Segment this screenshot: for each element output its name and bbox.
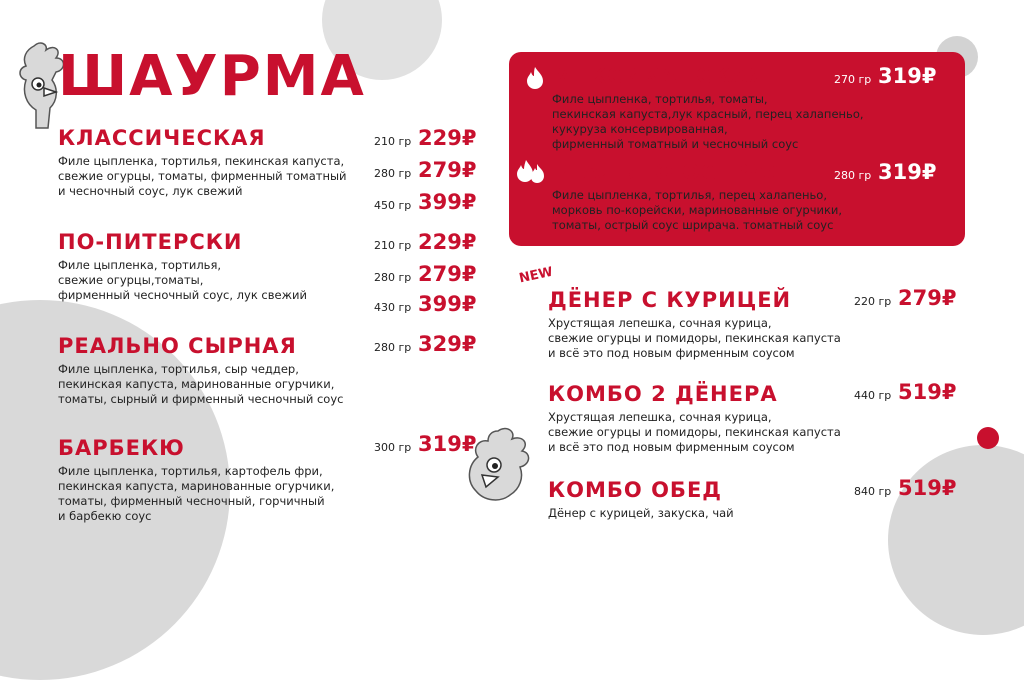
page-title: ШАУРМА (58, 44, 366, 109)
description-line: и барбекю соус (58, 509, 152, 523)
price: 519₽ (898, 476, 957, 500)
item-description (58, 258, 307, 303)
item-description (552, 92, 864, 152)
item-name: КОМБО ОБЕД (548, 478, 722, 502)
item-description (58, 154, 347, 199)
description-line: Филе цыпленка, тортилья, картофель фри, (58, 464, 323, 478)
price-row (834, 160, 936, 184)
weight: 450 гр (374, 199, 412, 212)
price: 319₽ (878, 160, 937, 184)
price: 399₽ (418, 190, 477, 214)
item-name: КЛАССИЧЕСКАЯ (58, 126, 266, 150)
price: 319₽ (418, 432, 477, 456)
item-description (548, 316, 841, 361)
price-row (374, 292, 476, 316)
decor-circle-bottom-right (888, 445, 1024, 635)
price: 279₽ (418, 158, 477, 182)
description-line: Хрустящая лепешка, сочная курица, (548, 316, 772, 330)
weight: 220 гр (854, 295, 892, 308)
item-name: ДЁНЕР С КУРИЦЕЙ (548, 288, 792, 312)
description-line: Филе цыпленка, тортилья, перец халапеньо, (552, 188, 827, 202)
weight: 440 гр (854, 389, 892, 402)
price: 519₽ (898, 380, 957, 404)
item-name: РЕАЛЬНО ОСТРАЯ (552, 160, 784, 184)
item-description (58, 464, 334, 524)
double-flame-icon (516, 158, 546, 184)
menu-item-combo-lunch (548, 478, 734, 521)
price-row (374, 262, 476, 286)
price-row (854, 380, 956, 404)
decor-red-dot (977, 427, 999, 449)
description-line: томаты, острый соус шрирача. томатный соус (552, 218, 834, 232)
price: 229₽ (418, 126, 477, 150)
description-line: томаты, сырный и фирменный чесночный соус (58, 392, 344, 406)
weight: 210 гр (374, 135, 412, 148)
description-line: кукуруза консервированная, (552, 122, 728, 136)
description-line: пекинская капуста,лук красный, перец халапеньо, (552, 107, 864, 121)
description-line: свежие огурцы и помидоры, пекинская капуста (548, 331, 841, 345)
item-description (552, 188, 842, 233)
weight: 280 гр (374, 341, 412, 354)
description-line: томаты, фирменный чесночный, горчичный (58, 494, 325, 508)
menu-item-bbq (58, 436, 334, 524)
item-description (548, 410, 841, 455)
description-line: пекинская капуста, маринованные огурчики, (58, 479, 335, 493)
weight: 840 гр (854, 485, 892, 498)
description-line: морковь по-корейски, маринованные огурчики, (552, 203, 843, 217)
price-row (374, 332, 476, 356)
weight: 270 гр (834, 73, 872, 86)
description-line: Филе цыпленка, тортилья, (58, 258, 222, 272)
description-line: фирменный чесночный соус, лук свежий (58, 288, 307, 302)
description-line: и всё это под новым фирменным соусом (548, 346, 795, 360)
price: 399₽ (418, 292, 477, 316)
description-line: свежие огурцы, томаты, фирменный томатный (58, 169, 347, 183)
price-row (854, 476, 956, 500)
new-badge: NEW (517, 264, 555, 287)
item-description (58, 362, 343, 407)
weight: 280 гр (834, 169, 872, 182)
menu-item-mexican (552, 64, 864, 152)
description-line: фирменный томатный и чесночный соус (552, 137, 799, 151)
price: 319₽ (878, 64, 937, 88)
menu-item-cheese (58, 334, 343, 407)
price-row (374, 126, 476, 150)
price: 229₽ (418, 230, 477, 254)
flame-icon (524, 66, 546, 90)
price: 279₽ (898, 286, 957, 310)
item-name: ПО-ПИТЕРСКИ (58, 230, 243, 254)
weight: 280 гр (374, 167, 412, 180)
weight: 430 гр (374, 301, 412, 314)
item-name: МЕКСИКАНСКАЯ (552, 64, 766, 88)
price-row (834, 64, 936, 88)
description-line: Филе цыпленка, тортилья, томаты, (552, 92, 768, 106)
description-line: пекинская капуста, маринованные огурчики, (58, 377, 335, 391)
weight: 300 гр (374, 441, 412, 454)
menu-item-classic (58, 126, 347, 199)
description-line: Филе цыпленка, тортилья, пекинская капуста, (58, 154, 345, 168)
menu-item-piter (58, 230, 307, 303)
item-description (548, 506, 734, 521)
weight: 280 гр (374, 271, 412, 284)
price: 329₽ (418, 332, 477, 356)
item-name: КОМБО 2 ДЁНЕРА (548, 382, 778, 406)
price-row (374, 190, 476, 214)
item-name: РЕАЛЬНО СЫРНАЯ (58, 334, 297, 358)
price-row (854, 286, 956, 310)
item-name: БАРБЕКЮ (58, 436, 185, 460)
description-line: Хрустящая лепешка, сочная курица, (548, 410, 772, 424)
price: 279₽ (418, 262, 477, 286)
price-row (374, 230, 476, 254)
description-line: Дёнер с курицей, закуска, чай (548, 506, 734, 520)
menu-item-spicy (552, 160, 842, 233)
menu-item-doner (548, 288, 841, 361)
weight: 210 гр (374, 239, 412, 252)
description-line: и всё это под новым фирменным соусом (548, 440, 795, 454)
price-row (374, 158, 476, 182)
description-line: Филе цыпленка, тортилья, сыр чеддер, (58, 362, 299, 376)
description-line: свежие огурцы и помидоры, пекинская капуста (548, 425, 841, 439)
menu-item-combo-doner (548, 382, 841, 455)
description-line: и чесночный соус, лук свежий (58, 184, 243, 198)
price-row (374, 432, 476, 456)
description-line: свежие огурцы,томаты, (58, 273, 204, 287)
